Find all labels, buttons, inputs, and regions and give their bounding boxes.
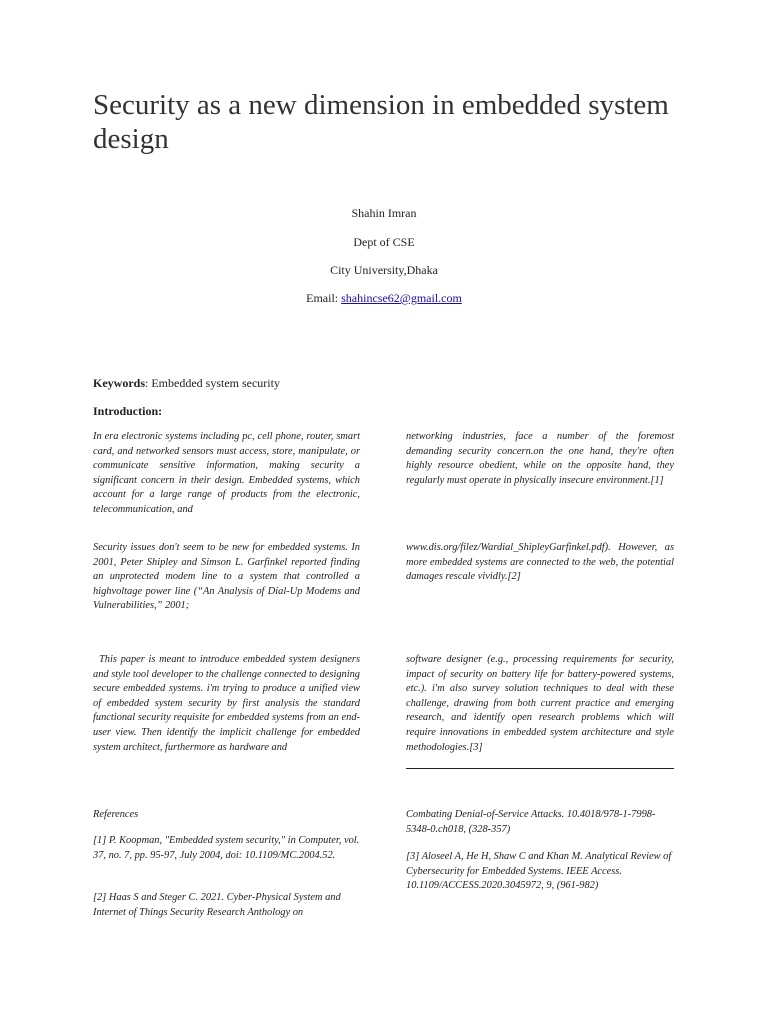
introduction-heading: Introduction: <box>93 404 163 418</box>
email-label: Email: <box>306 291 342 305</box>
department: Dept of CSE <box>353 235 415 249</box>
paragraph-3-right: software designer (e.g., processing requirements for security, impact of security on battery life for battery-powered systems, etc.). i'm also survey solution techniques to deal with these challenge, drawing from both current practice and emerging research, and identify open research problems which will require innovations in embedded system architecture and style methodologies.[3] <box>406 654 674 753</box>
paragraph-3-left: This paper is meant to introduce embedded system designers and style tool developer to the challenge connected to designing secure embedded systems. i'm trying to produce a unified view of embedded system security by first analysis the standard functional security requisite for embedded systems from an end-user view. Then identify the implicit challenge for embedded system architect, furthermore as hardware and <box>93 654 360 753</box>
email-line <box>0 291 768 306</box>
reference-2-continued: Combating Denial-of-Service Attacks. 10.4018/978-1-7998-5348-0.ch018, (328-357) <box>406 809 656 835</box>
email-link[interactable]: shahincse62@gmail.com <box>341 291 462 305</box>
reference-3: [3] Aloseel A, He H, Shaw C and Khan M. Analytical Review of Cybersecurity for Embedded Systems. IEEE Access. 10.1109/ACCESS.2020.3045972, 9, (961-982) <box>406 851 672 892</box>
keywords-label: Keywords <box>93 376 145 390</box>
references-heading: References <box>93 809 139 820</box>
reference-2: [2] Haas S and Steger C. 2021. Cyber-Physical System and Internet of Things Security Research Anthology on <box>93 892 341 918</box>
paragraph-1-left: In era electronic systems including pc, cell phone, router, smart card, and networked sensors must access, store, manipulate, or communicate sensitive information, making security a significant concern in their design. Embedded systems, which account for a large range of products from the electronic, telecommunication, and <box>93 431 360 515</box>
column-rule <box>406 768 674 769</box>
paragraph-1-right: networking industries, face a number of the foremost demanding security concern.on the one hand, they're often highly resource obedient, while on the opposite hand, they regularly must operate in physically insecure environment.[1] <box>406 431 674 486</box>
keywords-line <box>93 376 280 391</box>
paper-title: Security as a new dimension in embedded system design <box>93 89 669 155</box>
paragraph-2-left: Security issues don't seem to be new for embedded systems. In 2001, Peter Shipley and Simson L. Garfinkel reported finding an unprotected modem line to a system that controlled a highvoltage power line (“An Analysis of Dial-Up Modems and Vulnerabilities,” 2001; <box>93 542 360 612</box>
keywords-text: : Embedded system security <box>145 376 280 390</box>
paragraph-2-right: www.dis.org/filez/Wardial_ShipleyGarfinkel.pdf). However, as more embedded systems are connected to the web, the potential damages rescale vividly.[2] <box>406 542 674 583</box>
reference-1: [1] P. Koopman, "Embedded system security," in Computer, vol. 37, no. 7, pp. 95-97, July 2004, doi: 10.1109/MC.2004.52. <box>93 835 360 861</box>
author-name: Shahin Imran <box>351 206 417 220</box>
affiliation: City University,Dhaka <box>330 263 438 277</box>
